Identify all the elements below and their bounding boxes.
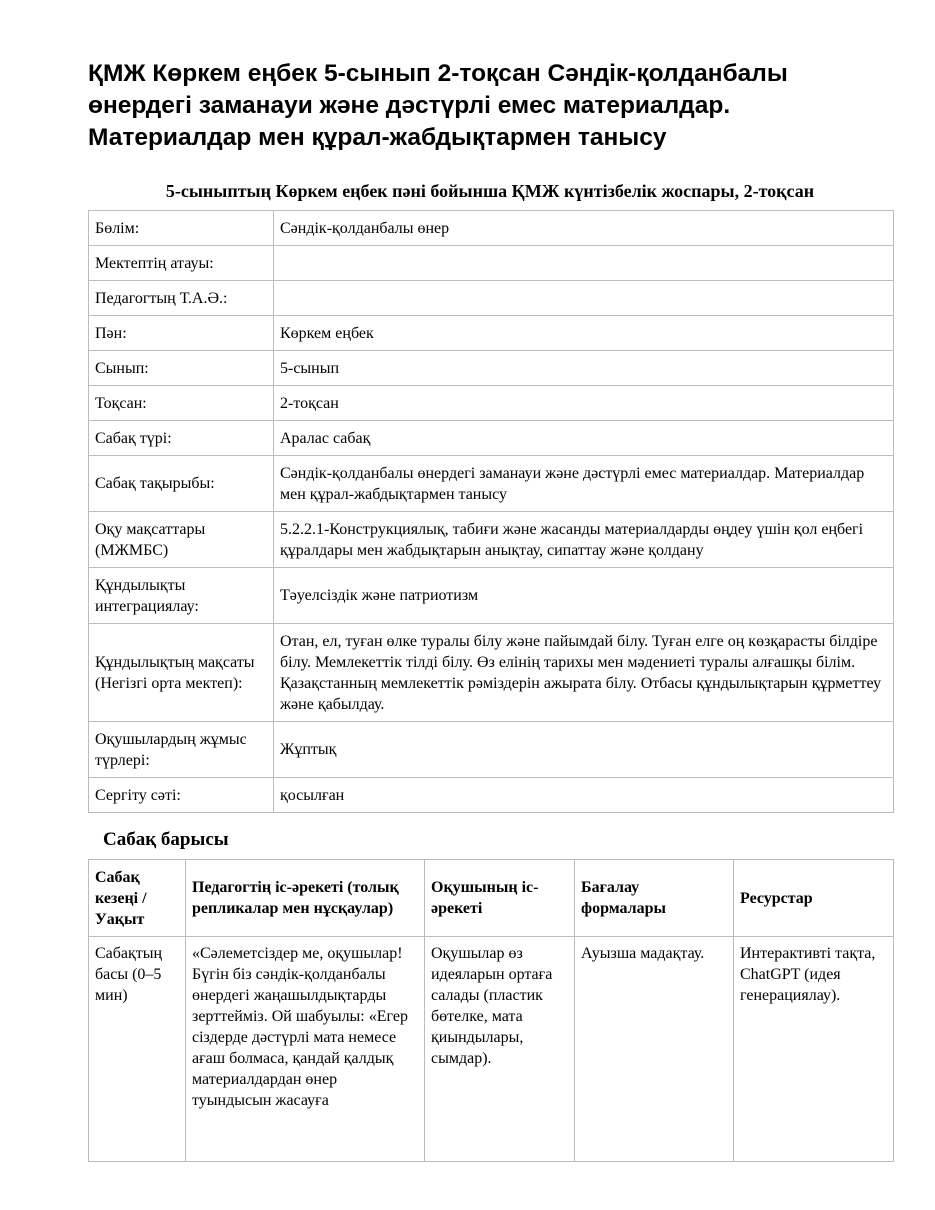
column-header: Оқушының іс-әрекеті	[425, 860, 575, 937]
table-row	[89, 568, 894, 624]
info-label: Оқу мақсаттары (МЖМБС)	[89, 512, 274, 568]
info-value: Сәндік-қолданбалы өнердегі заманауи және дәстүрлі емес материалдар. Материалдар мен құрал-жабдықтармен танысу	[274, 456, 894, 512]
info-label: Құндылықтың мақсаты (Негізгі орта мектеп):	[89, 624, 274, 722]
info-label: Мектептің атауы:	[89, 246, 274, 281]
lesson-info-table	[88, 210, 894, 813]
lesson-flow-table	[88, 859, 894, 1162]
info-value: Көркем еңбек	[274, 316, 894, 351]
table-row	[89, 722, 894, 778]
table-row	[89, 281, 894, 316]
table-row	[89, 421, 894, 456]
resources: Интерактивті тақта, ChatGPT (идея генерациялау).	[734, 937, 894, 1162]
column-header: Педагогтің іс-әрекеті (толық репликалар мен нұсқаулар)	[186, 860, 425, 937]
info-value	[274, 246, 894, 281]
info-value: Сәндік-қолданбалы өнер	[274, 211, 894, 246]
info-value: 2-тоқсан	[274, 386, 894, 421]
info-label: Сынып:	[89, 351, 274, 386]
column-header: Сабақ кезеңі / Уақыт	[89, 860, 186, 937]
info-value	[274, 281, 894, 316]
info-label: Бөлім:	[89, 211, 274, 246]
table-row	[89, 246, 894, 281]
table-row	[89, 386, 894, 421]
info-value: 5-сынып	[274, 351, 894, 386]
section-heading: Сабақ барысы	[103, 829, 229, 850]
info-label: Сабақ тақырыбы:	[89, 456, 274, 512]
table-row	[89, 351, 894, 386]
document-title: ҚМЖ Көркем еңбек 5-сынып 2-тоқсан Сәндік-қолданбалы өнердегі заманауи және дәстүрлі емес материалдар. Материалдар мен құрал-жабдықтармен танысу	[88, 60, 788, 151]
table-row	[89, 316, 894, 351]
column-header: Ресурстар	[734, 860, 894, 937]
student-activity: Оқушылар өз идеяларын ортаға салады (пластик бөтелке, мата қиындылары, сымдар).	[425, 937, 575, 1162]
lesson-stage: Сабақтың басы (0–5 мин)	[89, 937, 186, 1162]
info-value: Аралас сабақ	[274, 421, 894, 456]
table-row	[89, 512, 894, 568]
plan-subtitle: 5-сыныптың Көркем еңбек пәні бойынша ҚМЖ күнтізбелік жоспары, 2-тоқсан	[165, 181, 815, 201]
table-row	[89, 624, 894, 722]
info-label: Сабақ түрі:	[89, 421, 274, 456]
info-label: Тоқсан:	[89, 386, 274, 421]
table-row	[89, 778, 894, 813]
table-header-row	[89, 860, 894, 937]
table-row	[89, 211, 894, 246]
table-row	[89, 937, 894, 1162]
assessment-form: Ауызша мадақтау.	[575, 937, 734, 1162]
info-value: 5.2.2.1-Конструкциялық, табиғи және жасанды материалдарды өңдеу үшін қол еңбегі құралдары мен жабдықтарын анықтау, сипаттау және қолдану	[274, 512, 894, 568]
info-value: Отан, ел, туған өлке туралы білу және пайымдай білу. Туған елге оң көзқарасты білдіре білу. Мемлекеттік тілді білу. Өз елінің тарихы мен мәдениеті туралы алғашқы білім. Қазақстанның мемлекеттік рәміздерін ажырата білу. Отбасы құндылықтарын құрметтеу және қабылдау.	[274, 624, 894, 722]
info-label: Сергіту сәті:	[89, 778, 274, 813]
info-value: Жұптық	[274, 722, 894, 778]
info-label: Оқушылардың жұмыс түрлері:	[89, 722, 274, 778]
info-label: Педагогтың Т.А.Ә.:	[89, 281, 274, 316]
column-header: Бағалау формалары	[575, 860, 734, 937]
info-value: қосылған	[274, 778, 894, 813]
info-label: Құндылықты интеграциялау:	[89, 568, 274, 624]
info-label: Пән:	[89, 316, 274, 351]
teacher-activity: «Сәлеметсіздер ме, оқушылар! Бүгін біз сәндік-қолданбалы өнердегі жаңашылдықтарды зерттейміз. Ой шабуылы: «Егер сіздерде дәстүрлі мата немесе ағаш болмаса, қандай қалдық материалдардан өнер туындысын жасауға	[186, 937, 425, 1162]
table-row	[89, 456, 894, 512]
info-value: Тәуелсіздік және патриотизм	[274, 568, 894, 624]
